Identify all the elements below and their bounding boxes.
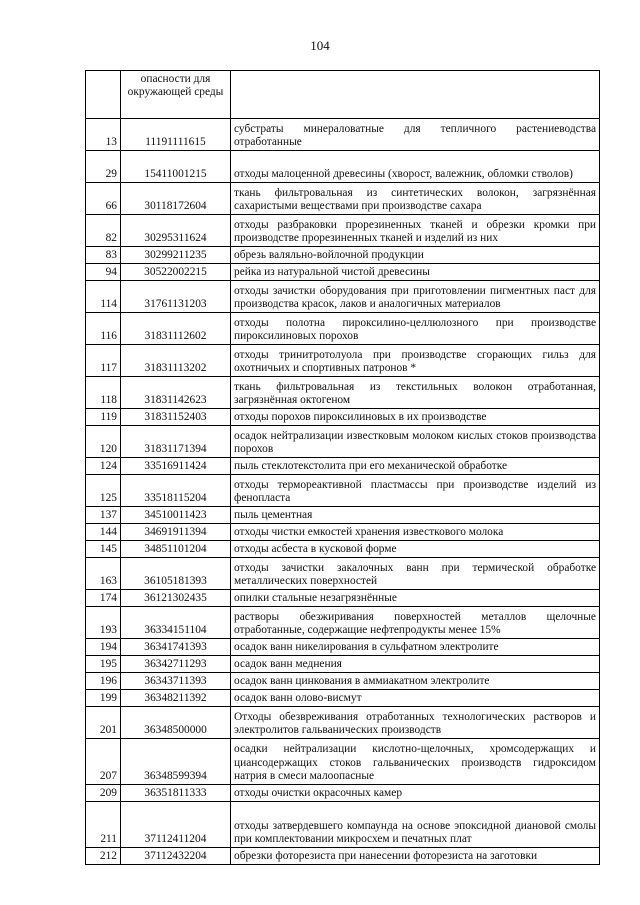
waste-name: отходы разбраковки прорезиненных тканей и обрезки кромки при производстве прорезиненных тканей и изделий из них <box>231 215 600 247</box>
waste-code: 33518115204 <box>121 475 231 507</box>
waste-name: осадок ванн никелирования в сульфатном электролите <box>231 639 600 656</box>
table-row <box>86 607 600 639</box>
table-header-row <box>86 71 600 119</box>
waste-code: 30295311624 <box>121 215 231 247</box>
table-row <box>86 426 600 458</box>
waste-name: растворы обезжиривания поверхностей металлов щелочные отработанные, содержащие нефтепродукты менее 15% <box>231 607 600 639</box>
waste-code: 31831142623 <box>121 377 231 409</box>
waste-name: пыль цементная <box>231 507 600 524</box>
row-number: 209 <box>86 785 121 802</box>
row-number: 94 <box>86 264 121 281</box>
row-number: 137 <box>86 507 121 524</box>
waste-name: опилки стальные незагрязнённые <box>231 590 600 607</box>
table-row <box>86 848 600 865</box>
waste-name: осадок ванн олово-висмут <box>231 690 600 707</box>
table-row <box>86 739 600 785</box>
row-number: 194 <box>86 639 121 656</box>
waste-name: субстраты минераловатные для тепличного растениеводства отработанные <box>231 119 600 151</box>
row-number: 201 <box>86 707 121 739</box>
table-row <box>86 281 600 313</box>
table-row <box>86 639 600 656</box>
waste-code: 31761131203 <box>121 281 231 313</box>
waste-code: 34510011423 <box>121 507 231 524</box>
waste-code: 33516911424 <box>121 458 231 475</box>
row-number: 174 <box>86 590 121 607</box>
row-number: 125 <box>86 475 121 507</box>
row-number: 114 <box>86 281 121 313</box>
table-row <box>86 541 600 558</box>
table-row <box>86 345 600 377</box>
row-number: 144 <box>86 524 121 541</box>
row-number: 83 <box>86 247 121 264</box>
waste-name: отходы порохов пироксилиновых в их производстве <box>231 409 600 426</box>
row-number: 163 <box>86 558 121 590</box>
waste-name: пыль стеклотекстолита при его механической обработке <box>231 458 600 475</box>
waste-code: 30118172604 <box>121 183 231 215</box>
waste-name: отходы термореактивной пластмассы при производстве изделий из фенопласта <box>231 475 600 507</box>
row-number: 120 <box>86 426 121 458</box>
waste-code: 31831113202 <box>121 345 231 377</box>
waste-name: осадки нейтрализации кислотно-щелочных, хромсодержащих и циансодержащих стоков гальванических производств гидроксидом натрия в смеси малоопасные <box>231 739 600 785</box>
table-row <box>86 590 600 607</box>
waste-name: отходы очистки окрасочных камер <box>231 785 600 802</box>
table-row <box>86 215 600 247</box>
table-row <box>86 475 600 507</box>
waste-code: 11191111615 <box>121 119 231 151</box>
table-row <box>86 507 600 524</box>
waste-code: 15411001215 <box>121 151 231 183</box>
waste-table <box>85 70 600 865</box>
waste-name: отходы зачистки оборудования при приготовлении пигментных паст для производства красок, лаков и аналогичных материалов <box>231 281 600 313</box>
table-row <box>86 377 600 409</box>
row-number: 124 <box>86 458 121 475</box>
waste-name: осадок ванн цинкования в аммиакатном электролите <box>231 673 600 690</box>
row-number: 193 <box>86 607 121 639</box>
waste-code: 36348500000 <box>121 707 231 739</box>
table-row <box>86 264 600 281</box>
table-row <box>86 558 600 590</box>
row-number: 195 <box>86 656 121 673</box>
waste-code: 36341741393 <box>121 639 231 656</box>
waste-code: 36348211392 <box>121 690 231 707</box>
row-number: 145 <box>86 541 121 558</box>
row-number: 212 <box>86 848 121 865</box>
row-number: 117 <box>86 345 121 377</box>
row-number: 211 <box>86 802 121 848</box>
table-row <box>86 247 600 264</box>
waste-name: осадок нейтрализации известковым молоком кислых стоков производства порохов <box>231 426 600 458</box>
waste-code: 36351811333 <box>121 785 231 802</box>
header-cell-name <box>231 71 600 119</box>
row-number: 29 <box>86 151 121 183</box>
waste-code: 34851101204 <box>121 541 231 558</box>
table-row <box>86 802 600 848</box>
waste-code: 31831152403 <box>121 409 231 426</box>
row-number: 118 <box>86 377 121 409</box>
waste-code: 30522002215 <box>121 264 231 281</box>
waste-name: рейка из натуральной чистой древесины <box>231 264 600 281</box>
waste-name: отходы чистки емкостей хранения известкового молока <box>231 524 600 541</box>
waste-code: 36343711393 <box>121 673 231 690</box>
header-cell-num <box>86 71 121 119</box>
table-row <box>86 656 600 673</box>
table-row <box>86 119 600 151</box>
table-row <box>86 690 600 707</box>
row-number: 13 <box>86 119 121 151</box>
row-number: 196 <box>86 673 121 690</box>
waste-name: осадок ванн меднения <box>231 656 600 673</box>
waste-code: 31831112602 <box>121 313 231 345</box>
waste-name: отходы малоценной древесины (хворост, валежник, обломки стволов) <box>231 151 600 183</box>
table-row <box>86 151 600 183</box>
table-row <box>86 313 600 345</box>
row-number: 82 <box>86 215 121 247</box>
table-row <box>86 458 600 475</box>
waste-name: отходы тринитротолуола при производстве сгорающих гильз для охотничьих и спортивных патронов * <box>231 345 600 377</box>
row-number: 119 <box>86 409 121 426</box>
waste-name: Отходы обезвреживания отработанных технологических растворов и электролитов гальванических производств <box>231 707 600 739</box>
table-row <box>86 785 600 802</box>
waste-code: 36342711293 <box>121 656 231 673</box>
row-number: 207 <box>86 739 121 785</box>
table-row <box>86 673 600 690</box>
table-row <box>86 707 600 739</box>
waste-name: отходы затвердевшего компаунда на основе эпоксидной диановой смолы при комплектовании микросхем и печатных плат <box>231 802 600 848</box>
row-number: 116 <box>86 313 121 345</box>
waste-name: отходы зачистки закалочных ванн при термической обработке металлических поверхностей <box>231 558 600 590</box>
waste-name: обрезь валяльно-войлочной продукции <box>231 247 600 264</box>
waste-name: ткань фильтровальная из синтетических волокон, загрязнённая сахаристыми веществами при производстве сахара <box>231 183 600 215</box>
waste-code: 36105181393 <box>121 558 231 590</box>
waste-name: отходы полотна пироксилино-целлюлозного при производстве пироксилиновых порохов <box>231 313 600 345</box>
waste-name: ткань фильтровальная из текстильных волокон отработанная, загрязнённая октогеном <box>231 377 600 409</box>
waste-name: отходы асбеста в кусковой форме <box>231 541 600 558</box>
table-row <box>86 409 600 426</box>
header-cell-hazard: опасности для окружающей среды <box>121 71 231 119</box>
row-number: 66 <box>86 183 121 215</box>
table-row <box>86 524 600 541</box>
table-row <box>86 183 600 215</box>
waste-code: 37112432204 <box>121 848 231 865</box>
waste-code: 30299211235 <box>121 247 231 264</box>
waste-code: 36334151104 <box>121 607 231 639</box>
waste-code: 34691911394 <box>121 524 231 541</box>
waste-code: 36348599394 <box>121 739 231 785</box>
page-number: 104 <box>310 38 330 53</box>
waste-code: 31831171394 <box>121 426 231 458</box>
row-number: 199 <box>86 690 121 707</box>
waste-code: 37112411204 <box>121 802 231 848</box>
waste-code: 36121302435 <box>121 590 231 607</box>
waste-name: обрезки фоторезиста при нанесении фоторезиста на заготовки <box>231 848 600 865</box>
